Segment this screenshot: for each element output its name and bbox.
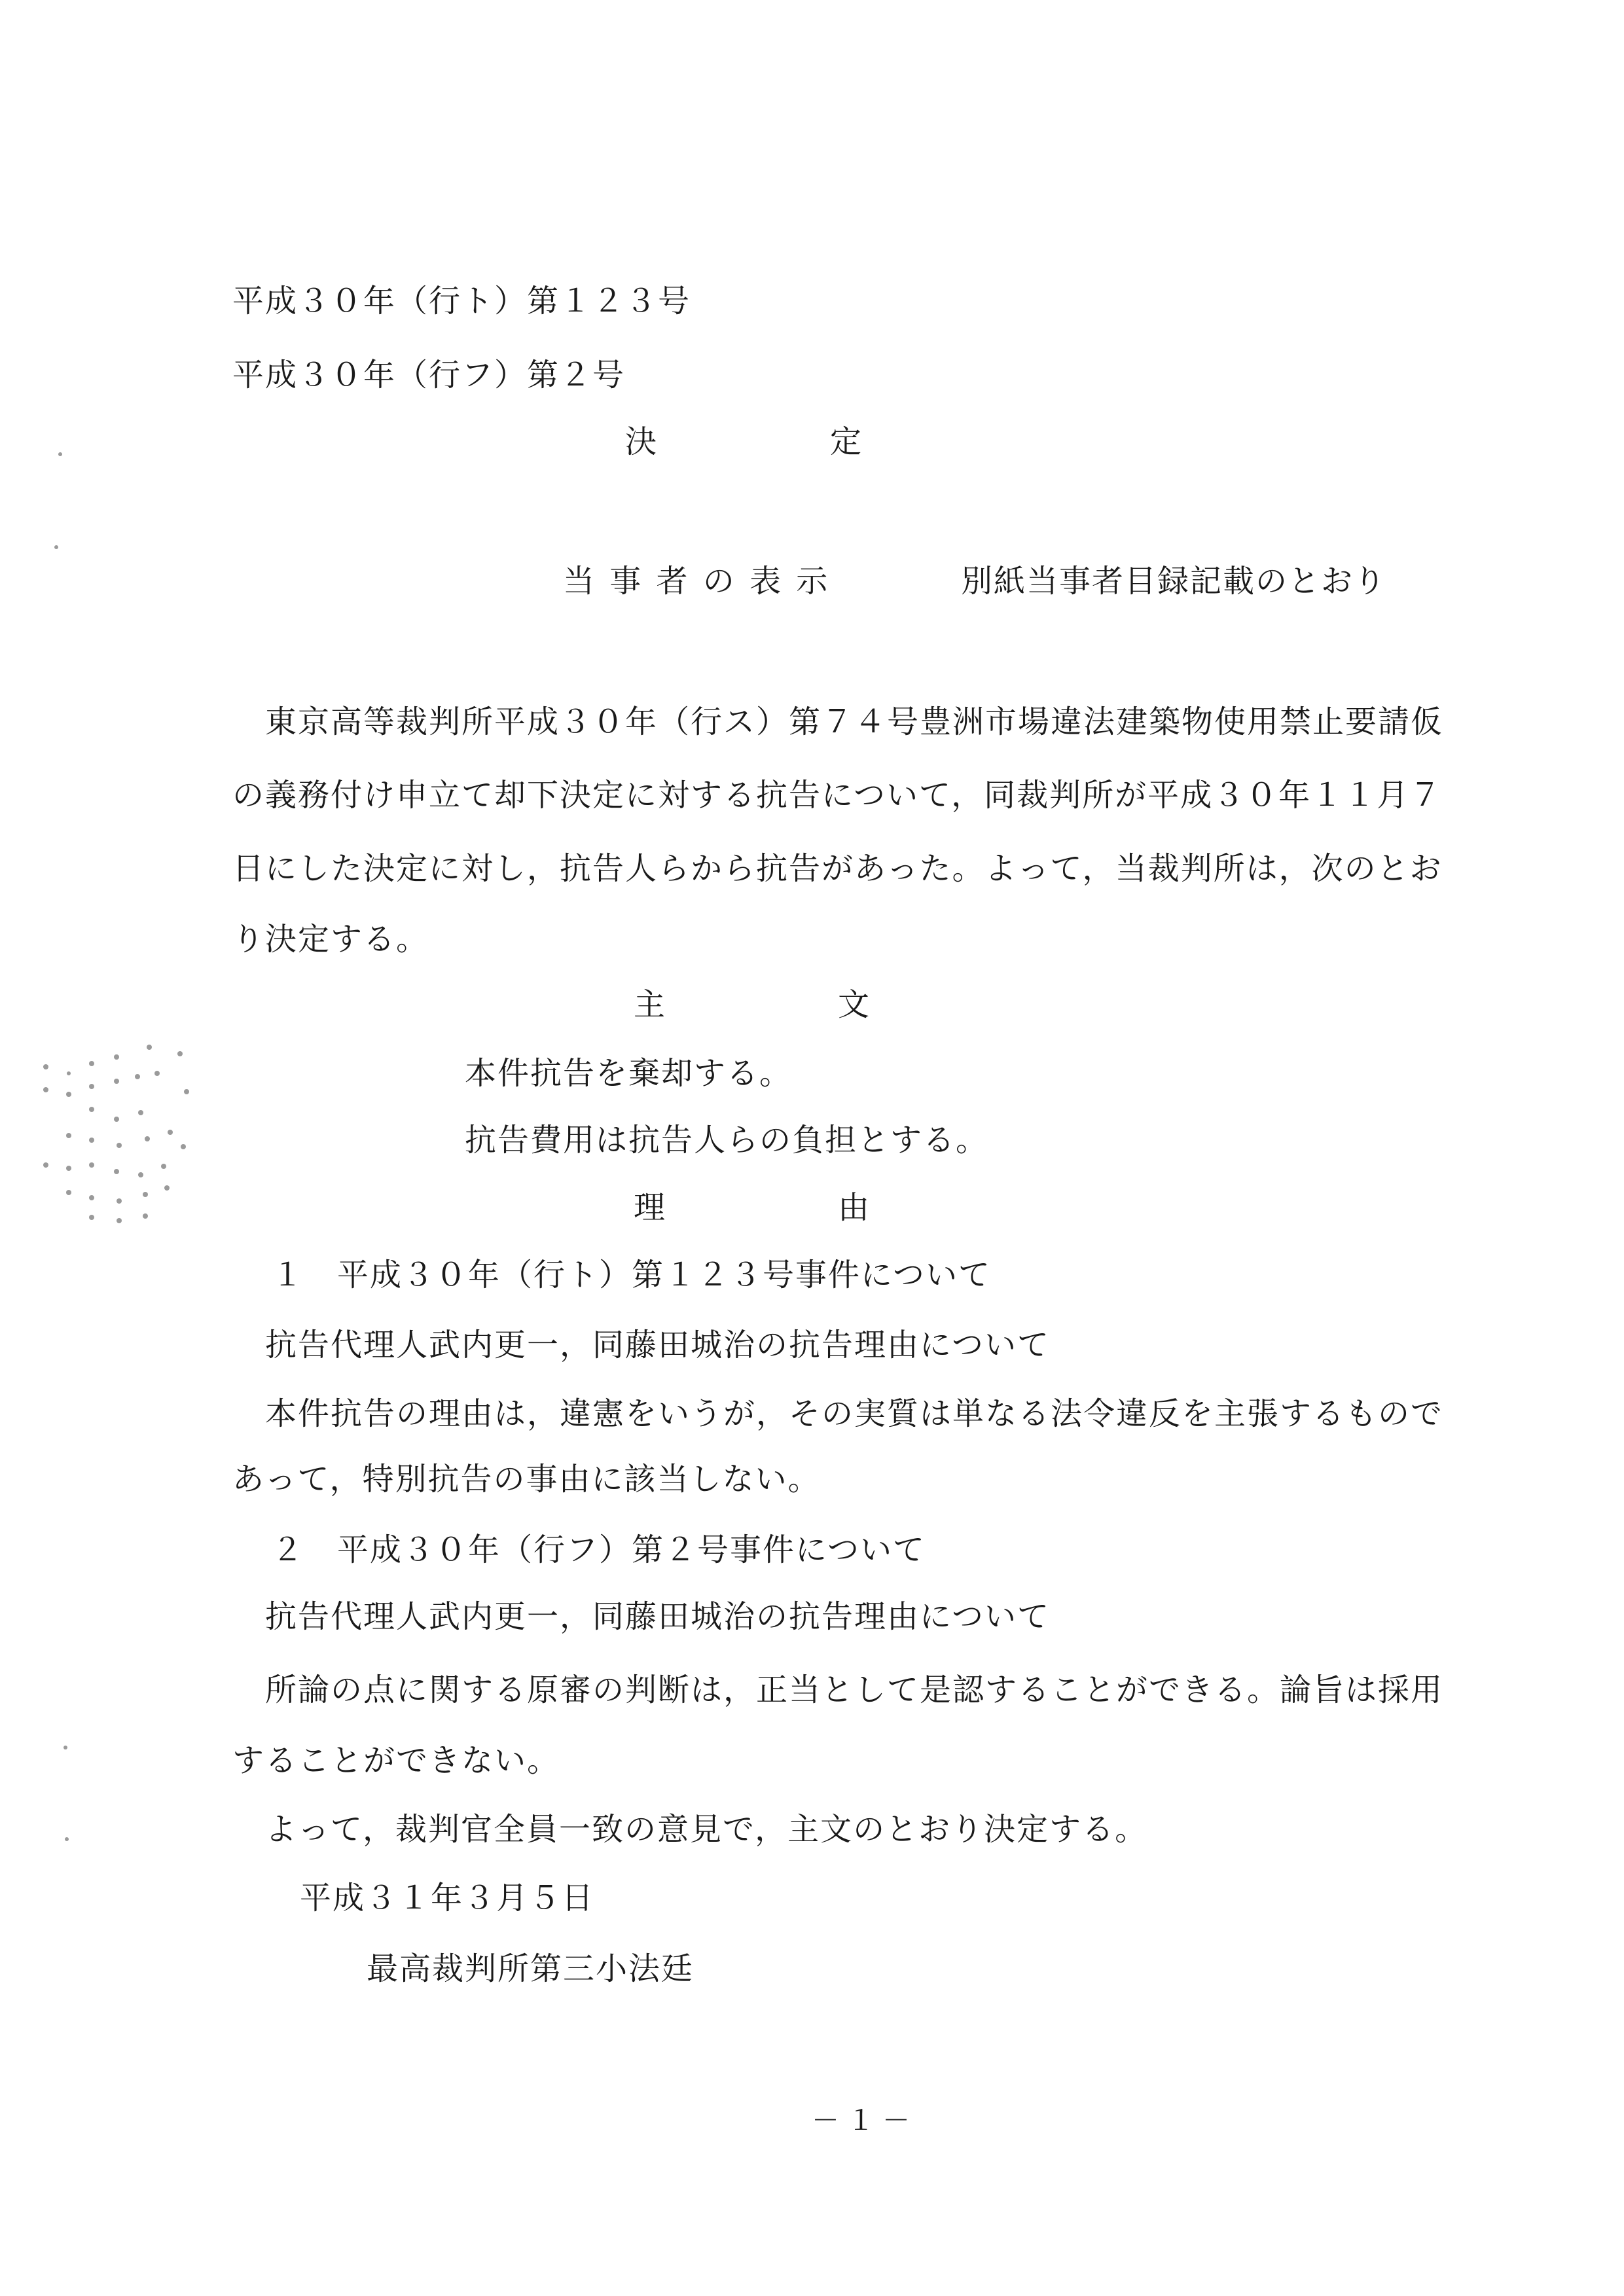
parties-label: 当 事 者 の 表 示 — [563, 563, 831, 600]
intro-line-4: り決定する。 — [232, 921, 429, 958]
case-number-2: 平成３０年（行フ）第２号 — [232, 357, 626, 393]
conclusion: よって，裁判官全員一致の意見で，主文のとおり決定する。 — [265, 1811, 1148, 1848]
reasons-heading-char-1: 理 — [634, 1189, 666, 1226]
main-heading-char-2: 文 — [838, 986, 870, 1023]
decision-date: 平成３１年３月５日 — [300, 1880, 595, 1916]
page-number: －１－ — [812, 2104, 918, 2136]
intro-line-3: 日にした決定に対し，抗告人らから抗告があった。よって，当裁判所は，次のとお — [232, 850, 1443, 887]
reason-1-title: １ 平成３０年（行ト）第１２３号事件について — [272, 1257, 992, 1293]
reason-2-subtitle: 抗告代理人武内更一，同藤田城治の抗告理由について — [265, 1598, 1051, 1635]
title-char-2: 定 — [830, 423, 862, 460]
main-text-item-1: 本件抗告を棄却する。 — [465, 1055, 793, 1092]
main-text-item-2: 抗告費用は抗告人らの負担とする。 — [465, 1122, 989, 1158]
parties-value: 別紙当事者目録記載のとおり — [961, 563, 1387, 600]
reason-2-title: ２ 平成３０年（行フ）第２号事件について — [272, 1532, 926, 1568]
reason-1-subtitle: 抗告代理人武内更一，同藤田城治の抗告理由について — [265, 1327, 1051, 1363]
reason-1-body-1: 本件抗告の理由は，違憲をいうが，その実質は単なる法令違反を主張するもので — [265, 1395, 1444, 1432]
title-char-1: 決 — [625, 423, 657, 460]
reasons-heading-char-2: 由 — [838, 1189, 870, 1226]
court-name: 最高裁判所第三小法廷 — [367, 1950, 695, 1987]
intro-line-1: 東京高等裁判所平成３０年（行ス）第７４号豊洲市場違法建築物使用禁止要請仮 — [265, 704, 1444, 740]
main-heading-char-1: 主 — [634, 986, 666, 1023]
case-number-1: 平成３０年（行ト）第１２３号 — [232, 283, 691, 319]
intro-line-2: の義務付け申立て却下決定に対する抗告について，同裁判所が平成３０年１１月７ — [232, 777, 1443, 814]
reason-1-body-2: あって，特別抗告の事由に該当しない。 — [232, 1461, 821, 1498]
reason-2-body-1: 所論の点に関する原審の判断は，正当として是認することができる。論旨は採用 — [265, 1672, 1444, 1708]
reason-2-body-2: することができない。 — [232, 1742, 560, 1779]
